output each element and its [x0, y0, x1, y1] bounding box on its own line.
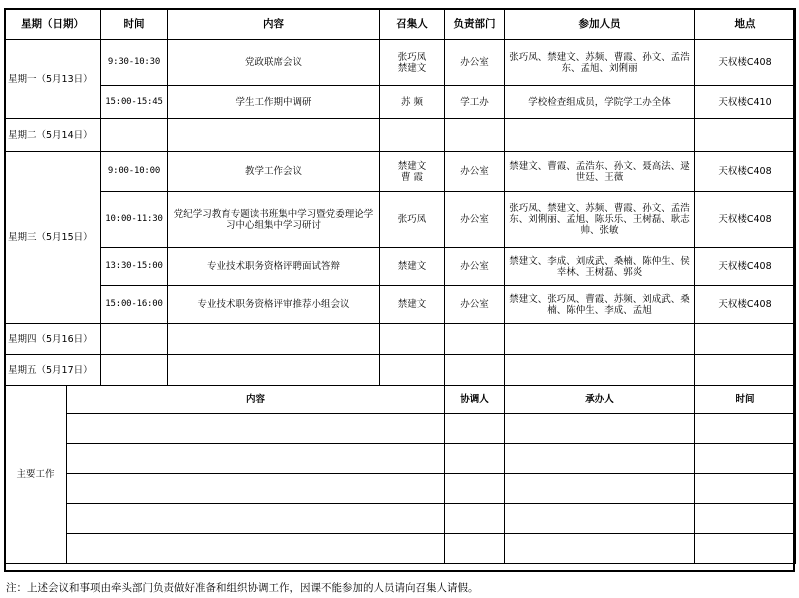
meeting-location: 天权楼C408: [695, 248, 796, 286]
meeting-dept: 办公室: [445, 286, 505, 324]
meeting-convener: 苏 频: [380, 86, 445, 119]
empty-cell: [505, 504, 695, 534]
main-work-header-undertaker: 承办人: [505, 386, 695, 414]
empty-cell: [445, 474, 505, 504]
meeting-participants: 禁建文、曹霞、孟浩东、孙文、聂高法、逯世廷、王薇: [505, 152, 695, 192]
empty-cell: [445, 444, 505, 474]
empty-cell: [67, 444, 445, 474]
day-wednesday: 星期三（5月15日）: [5, 152, 101, 324]
meeting-time: 15:00-16:00: [101, 286, 168, 324]
schedule-row: [5, 248, 796, 286]
day-friday: 星期五（5月17日）: [5, 355, 101, 386]
meeting-convener: 张巧凤 禁建文: [380, 40, 445, 86]
empty-cell: [445, 355, 505, 386]
header-convener: 召集人: [380, 9, 445, 40]
empty-cell: [101, 119, 168, 152]
meeting-convener: 禁建文: [380, 248, 445, 286]
schedule-row: [5, 86, 796, 119]
main-work-header-row: [5, 386, 796, 414]
empty-cell: [101, 355, 168, 386]
meeting-location: 天权楼C408: [695, 152, 796, 192]
footnote: 注：上述会议和事项由牵头部门负责做好准备和组织协调工作，因课不能参加的人员请向召集人请假。: [6, 582, 479, 594]
meeting-time: 9:30-10:30: [101, 40, 168, 86]
empty-cell: [695, 414, 796, 444]
meeting-convener: 张巧凤: [380, 192, 445, 248]
empty-cell: [695, 444, 796, 474]
main-work-row: [5, 534, 796, 564]
meeting-content: 党政联席会议: [168, 40, 380, 86]
meeting-content: 教学工作会议: [168, 152, 380, 192]
schedule-row: [5, 324, 796, 355]
header-time: 时间: [101, 9, 168, 40]
meeting-dept: 办公室: [445, 152, 505, 192]
meeting-participants: 学校检查组成员，学院学工办全体: [505, 86, 695, 119]
main-work-header-coordinator: 协调人: [445, 386, 505, 414]
schedule-row: [5, 192, 796, 248]
empty-cell: [695, 324, 796, 355]
weekly-schedule-table: [4, 8, 796, 564]
day-monday: 星期一（5月13日）: [5, 40, 101, 119]
main-work-header-time: 时间: [695, 386, 796, 414]
empty-cell: [505, 474, 695, 504]
empty-cell: [67, 474, 445, 504]
main-work-row: [5, 444, 796, 474]
meeting-location: 天权楼C408: [695, 192, 796, 248]
main-work-row: [5, 504, 796, 534]
empty-cell: [445, 414, 505, 444]
schedule-row: [5, 286, 796, 324]
meeting-location: 天权楼C410: [695, 86, 796, 119]
meeting-content: 学生工作期中调研: [168, 86, 380, 119]
main-work-row: [5, 474, 796, 504]
empty-cell: [695, 119, 796, 152]
empty-cell: [505, 119, 695, 152]
empty-cell: [67, 534, 445, 564]
meeting-time: 10:00-11:30: [101, 192, 168, 248]
empty-cell: [695, 355, 796, 386]
empty-cell: [695, 534, 796, 564]
meeting-time: 9:00-10:00: [101, 152, 168, 192]
header-participants: 参加人员: [505, 9, 695, 40]
empty-cell: [505, 534, 695, 564]
empty-cell: [445, 504, 505, 534]
empty-cell: [380, 355, 445, 386]
empty-cell: [695, 474, 796, 504]
meeting-dept: 办公室: [445, 192, 505, 248]
empty-cell: [505, 444, 695, 474]
schedule-row: [5, 40, 796, 86]
meeting-content: 党纪学习教育专题读书班集中学习暨党委理论学习中心组集中学习研讨: [168, 192, 380, 248]
meeting-dept: 办公室: [445, 40, 505, 86]
empty-cell: [380, 119, 445, 152]
empty-cell: [445, 534, 505, 564]
meeting-participants: 禁建文、张巧凤、曹霞、苏频、刘成武、桑楠、陈仲生、李成、孟旭: [505, 286, 695, 324]
meeting-location: 天权楼C408: [695, 286, 796, 324]
meeting-participants: 张巧凤、禁建文、苏频、曹霞、孙文、孟浩东、孟旭、刘俐丽: [505, 40, 695, 86]
empty-cell: [505, 355, 695, 386]
meeting-time: 13:30-15:00: [101, 248, 168, 286]
header-dept: 负责部门: [445, 9, 505, 40]
day-tuesday: 星期二（5月14日）: [5, 119, 101, 152]
empty-cell: [168, 355, 380, 386]
empty-cell: [505, 324, 695, 355]
header-location: 地点: [695, 9, 796, 40]
schedule-row: [5, 152, 796, 192]
schedule-row: [5, 355, 796, 386]
empty-cell: [101, 324, 168, 355]
empty-cell: [168, 324, 380, 355]
header-content: 内容: [168, 9, 380, 40]
day-thursday: 星期四（5月16日）: [5, 324, 101, 355]
meeting-convener: 禁建文: [380, 286, 445, 324]
meeting-participants: 禁建文、李成、刘成武、桑楠、陈仲生、侯幸林、王树磊、郭炎: [505, 248, 695, 286]
schedule-row: [5, 119, 796, 152]
main-work-header-content: 内容: [67, 386, 445, 414]
main-work-row: [5, 414, 796, 444]
empty-cell: [445, 324, 505, 355]
meeting-content: 专业技术职务资格评聘面试答辩: [168, 248, 380, 286]
header-day: 星期（日期）: [5, 9, 101, 40]
empty-cell: [67, 504, 445, 534]
empty-cell: [445, 119, 505, 152]
main-work-label: 主要工作: [5, 386, 67, 564]
meeting-participants: 张巧凤、禁建文、苏频、曹霞、孙文、孟浩东、刘俐丽、孟旭、陈乐乐、王树磊、耿志帅、张敏: [505, 192, 695, 248]
meeting-location: 天权楼C408: [695, 40, 796, 86]
empty-cell: [695, 504, 796, 534]
empty-cell: [67, 414, 445, 444]
header-row: [5, 9, 796, 40]
meeting-convener: 禁建文 曹 霞: [380, 152, 445, 192]
empty-cell: [505, 414, 695, 444]
meeting-dept: 办公室: [445, 248, 505, 286]
empty-cell: [168, 119, 380, 152]
meeting-dept: 学工办: [445, 86, 505, 119]
empty-cell: [380, 324, 445, 355]
meeting-time: 15:00-15:45: [101, 86, 168, 119]
meeting-content: 专业技术职务资格评审推荐小组会议: [168, 286, 380, 324]
